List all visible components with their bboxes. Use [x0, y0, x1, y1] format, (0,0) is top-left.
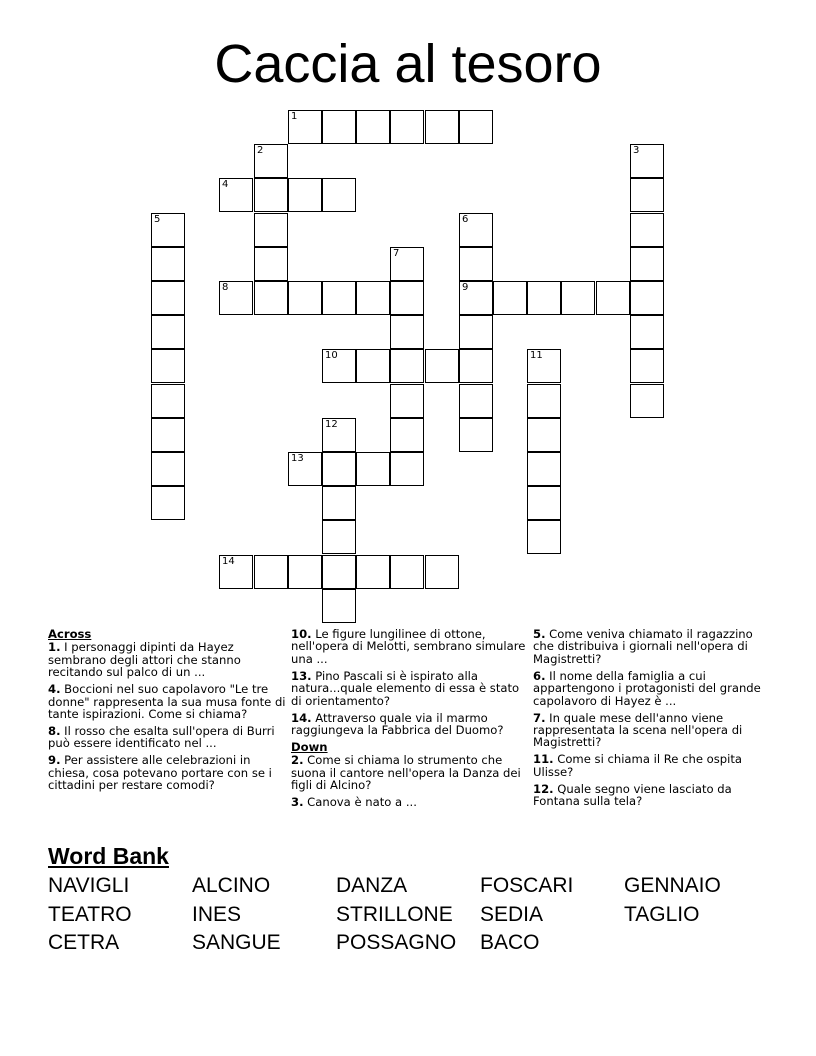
clues-column-2 [291, 628, 531, 813]
clue-number-label: 10. [291, 627, 312, 641]
clue-text: Il rosso che esalta sull'opera di Burri può essere identificato nel ... [48, 724, 275, 751]
grid-cell[interactable] [151, 281, 185, 315]
grid-cell[interactable] [254, 247, 288, 281]
clue-text: Come si chiama il Re che ospita Ulisse? [533, 752, 742, 779]
clue-number-label: 8. [48, 724, 61, 739]
grid-cell[interactable] [459, 315, 493, 349]
word-bank-item: GENNAIO [624, 874, 721, 897]
word-bank-item: DANZA [336, 874, 408, 897]
grid-cell[interactable] [527, 520, 561, 554]
word-bank-title: Word Bank [48, 843, 169, 869]
clue [48, 641, 288, 678]
clue-number: 2 [257, 145, 264, 156]
grid-cell[interactable] [630, 384, 664, 418]
clue [291, 712, 531, 737]
grid-cell[interactable] [288, 555, 322, 589]
grid-cell[interactable] [459, 349, 493, 383]
grid-cell[interactable] [151, 213, 185, 247]
clue-text: Come si chiama lo strumento che suona il cantore nell'opera la Danza dei figli di Alcino? [291, 753, 521, 793]
grid-cell[interactable] [322, 452, 356, 486]
grid-cell[interactable] [527, 452, 561, 486]
clue-text: I personaggi dipinti da Hayez sembrano degli attori che stanno recitando sul palco di un ... [48, 640, 241, 680]
clue [533, 712, 773, 749]
grid-cell[interactable] [630, 247, 664, 281]
clue [48, 725, 288, 750]
word-bank-item: BACO [480, 931, 540, 954]
clues-column-1 [48, 628, 288, 796]
grid-cell[interactable] [322, 520, 356, 554]
grid-cell[interactable] [390, 418, 424, 452]
grid-cell[interactable] [527, 486, 561, 520]
grid-cell[interactable] [390, 349, 424, 383]
word-bank-item: NAVIGLI [48, 874, 130, 897]
word-bank-item: SEDIA [480, 903, 544, 926]
grid-cell[interactable] [356, 349, 390, 383]
grid-cell[interactable] [151, 315, 185, 349]
grid-cell[interactable] [219, 555, 253, 589]
grid-cell[interactable] [390, 452, 424, 486]
clue [533, 670, 773, 707]
clue [291, 754, 531, 791]
clue-number-label: 7. [533, 710, 546, 725]
clue-text: Canova è nato a ... [303, 795, 417, 810]
clue-number: 4 [222, 179, 229, 190]
grid-cell[interactable] [425, 555, 459, 589]
grid-cell[interactable] [390, 555, 424, 589]
grid-cell[interactable] [527, 349, 561, 383]
grid-cell[interactable] [151, 486, 185, 520]
clue [291, 796, 531, 808]
grid-cell[interactable] [151, 247, 185, 281]
clue-text: Boccioni nel suo capolavoro "Le tre donne" rappresenta la sua musa fonte di tante ispirazioni. Come si chiama? [48, 682, 286, 722]
grid-cell[interactable] [390, 281, 424, 315]
grid-cell[interactable] [288, 452, 322, 486]
grid-cell[interactable] [390, 110, 424, 144]
clue [291, 670, 531, 707]
clue-number: 9 [462, 282, 469, 293]
clues-column-3 [533, 628, 773, 812]
grid-cell[interactable] [493, 281, 527, 315]
grid-cell[interactable] [254, 213, 288, 247]
grid-cell[interactable] [630, 349, 664, 383]
word-bank-item: FOSCARI [480, 874, 574, 897]
clue-text: Le figure lungilinee di ottone, nell'opera di Melotti, sembrano simulare una ... [291, 627, 526, 666]
clue-number-label: 14. [291, 710, 312, 725]
clue-number: 8 [222, 282, 229, 293]
clue-number-label: 5. [533, 627, 546, 641]
clue-number: 1 [291, 111, 298, 122]
clue-number: 5 [154, 214, 161, 225]
grid-cell[interactable] [151, 418, 185, 452]
clue [533, 628, 773, 665]
clue [533, 783, 773, 808]
grid-cell[interactable] [425, 110, 459, 144]
grid-cell[interactable] [630, 281, 664, 315]
grid-cell[interactable] [630, 178, 664, 212]
clue-number-label: 13. [291, 668, 312, 683]
down-heading: Down [291, 740, 328, 755]
grid-cell[interactable] [459, 384, 493, 418]
clue-text: Quale segno viene lasciato da Fontana sulla tela? [533, 781, 732, 809]
clue-number: 14 [222, 556, 235, 567]
grid-cell[interactable] [254, 281, 288, 315]
clue [48, 754, 288, 791]
grid-cell[interactable] [390, 384, 424, 418]
clue-list-col2-across [291, 628, 531, 736]
clue-text: Il nome della famiglia a cui appartengono i protagonisti del grande capolavoro di Hayez è ... [533, 668, 761, 708]
word-bank-item: SANGUE [192, 931, 281, 954]
clue-number: 13 [291, 453, 304, 464]
clue [533, 753, 773, 778]
grid-cell[interactable] [425, 349, 459, 383]
grid-cell[interactable] [459, 281, 493, 315]
clue-text: Per assistere alle celebrazioni in chiesa, cosa potevano portare con se i cittadini per restare comodi? [48, 753, 272, 793]
grid-cell[interactable] [459, 110, 493, 144]
across-heading: Across [48, 627, 92, 641]
clue-number-label: 1. [48, 640, 61, 655]
grid-cell[interactable] [561, 281, 595, 315]
grid-cell[interactable] [288, 178, 322, 212]
grid-cell[interactable] [151, 384, 185, 418]
grid-cell[interactable] [596, 281, 630, 315]
clue-number: 3 [633, 145, 640, 156]
grid-cell[interactable] [630, 213, 664, 247]
grid-cell[interactable] [322, 589, 356, 623]
grid-cell[interactable] [288, 281, 322, 315]
grid-cell[interactable] [459, 247, 493, 281]
grid-cell[interactable] [322, 555, 356, 589]
clue-number-label: 4. [48, 682, 61, 697]
grid-cell[interactable] [356, 110, 390, 144]
clue-number-label: 6. [533, 668, 546, 683]
page-title: Caccia al tesoro [214, 34, 602, 94]
grid-cell[interactable] [322, 418, 356, 452]
clue-list-col3 [533, 628, 773, 808]
clue-number-label: 11. [533, 752, 554, 767]
clue-number-label: 2. [291, 753, 304, 768]
grid-cell[interactable] [254, 178, 288, 212]
clue-number: 7 [393, 248, 400, 259]
grid-cell[interactable] [356, 281, 390, 315]
grid-cell[interactable] [219, 178, 253, 212]
grid-cell[interactable] [390, 315, 424, 349]
grid-cell[interactable] [527, 281, 561, 315]
grid-cell[interactable] [288, 110, 322, 144]
clue-number: 11 [530, 350, 543, 361]
word-bank-item: INES [192, 903, 242, 926]
grid-cell[interactable] [322, 281, 356, 315]
clue-number: 6 [462, 214, 469, 225]
clue-text: Attraverso quale via il marmo raggiungeva la Fabbrica del Duomo? [291, 710, 504, 738]
clue-text: Pino Pascali si è ispirato alla natura...quale elemento di essa è stato di orientamento? [291, 668, 520, 708]
grid-cell[interactable] [390, 247, 424, 281]
grid-cell[interactable] [254, 144, 288, 178]
clue-number-label: 3. [291, 795, 304, 810]
word-bank-item: CETRA [48, 931, 120, 954]
grid-cell[interactable] [322, 349, 356, 383]
grid-cell[interactable] [459, 213, 493, 247]
grid-cell[interactable] [322, 110, 356, 144]
word-bank-item: POSSAGNO [336, 931, 457, 954]
grid-cell[interactable] [459, 418, 493, 452]
clue-text: In quale mese dell'anno viene rappresentata la scena nell'opera di Magistretti? [533, 710, 743, 750]
clue-number: 12 [325, 419, 338, 430]
grid-cell[interactable] [322, 486, 356, 520]
word-bank-item: TAGLIO [624, 903, 700, 926]
grid-cell[interactable] [527, 418, 561, 452]
grid-cell[interactable] [356, 555, 390, 589]
clue-list-col2-down [291, 754, 531, 808]
grid-cell[interactable] [219, 281, 253, 315]
word-bank-item: TEATRO [48, 903, 132, 926]
clue [291, 628, 531, 665]
word-bank-item: ALCINO [192, 874, 271, 897]
grid-cell[interactable] [630, 315, 664, 349]
clue-text: Come veniva chiamato il ragazzino che distribuiva i giornali nell'opera di Magistretti? [533, 627, 753, 666]
grid-cell[interactable] [527, 384, 561, 418]
grid-cell[interactable] [322, 178, 356, 212]
clue-number-label: 12. [533, 781, 554, 796]
clue-list-col1 [48, 641, 288, 791]
grid-cell[interactable] [630, 144, 664, 178]
clue-number: 10 [325, 350, 338, 361]
grid-cell[interactable] [151, 452, 185, 486]
grid-cell[interactable] [254, 555, 288, 589]
clue-number-label: 9. [48, 753, 61, 768]
grid-cell[interactable] [356, 452, 390, 486]
clue [48, 683, 288, 720]
grid-cell[interactable] [151, 349, 185, 383]
word-bank-item: STRILLONE [336, 903, 453, 926]
